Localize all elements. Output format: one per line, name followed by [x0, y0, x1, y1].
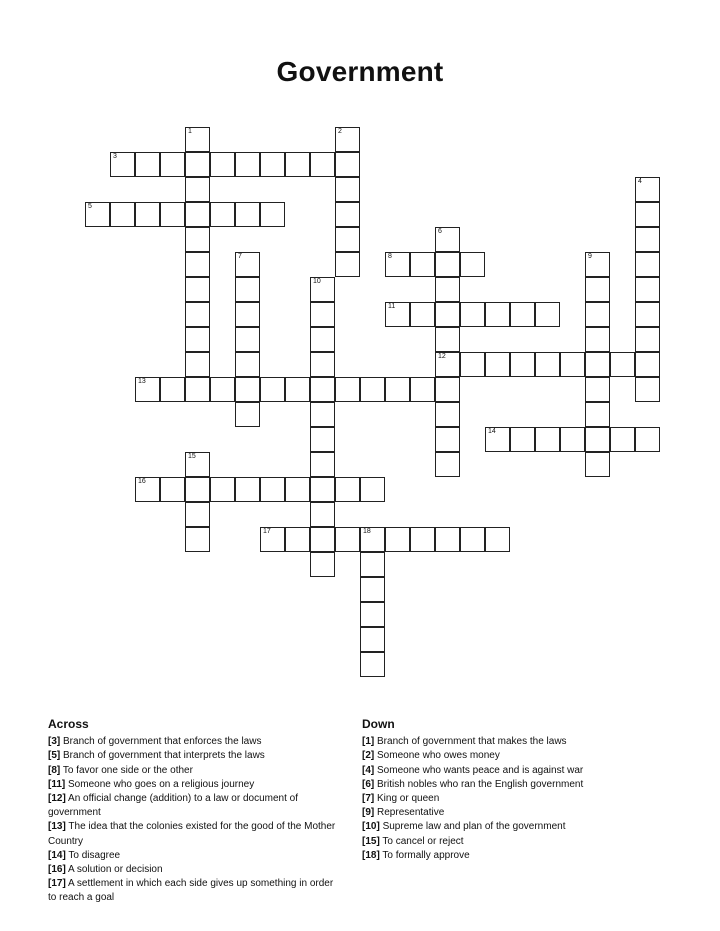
grid-cell[interactable] — [385, 252, 410, 277]
clue-text: Someone who wants peace and is against war — [377, 764, 584, 776]
grid-cell[interactable] — [235, 277, 260, 302]
grid-cell[interactable] — [410, 377, 435, 402]
clue-text: An official change (addition) to a law or document of government — [48, 793, 298, 819]
cell-number: 5 — [88, 203, 92, 210]
grid-cell[interactable] — [210, 477, 235, 502]
grid-cell[interactable] — [260, 202, 285, 227]
cell-number: 16 — [138, 478, 146, 485]
clue-item — [48, 764, 343, 778]
cell-number: 7 — [238, 253, 242, 260]
clue-number: [18] — [362, 849, 380, 861]
cell-number: 17 — [263, 528, 271, 535]
grid-cell[interactable] — [85, 202, 110, 227]
cell-number: 3 — [113, 153, 117, 160]
grid-cell[interactable] — [335, 127, 360, 152]
clue-number: [5] — [48, 750, 61, 762]
grid-cell[interactable] — [585, 327, 610, 352]
grid-cell[interactable] — [610, 427, 635, 452]
clue-item — [48, 792, 343, 820]
grid-cell[interactable] — [585, 302, 610, 327]
grid-cell[interactable] — [260, 152, 285, 177]
grid-cell[interactable] — [460, 252, 485, 277]
cell-number: 11 — [388, 303, 396, 310]
grid-cell[interactable] — [635, 302, 660, 327]
grid-cell[interactable] — [285, 152, 310, 177]
grid-cell[interactable] — [185, 152, 210, 177]
grid-cell[interactable] — [235, 352, 260, 377]
grid-cell[interactable] — [335, 377, 360, 402]
cell-number: 9 — [588, 253, 592, 260]
grid-cell[interactable] — [310, 302, 335, 327]
grid-cell[interactable] — [635, 277, 660, 302]
grid-cell[interactable] — [635, 227, 660, 252]
grid-cell[interactable] — [560, 352, 585, 377]
grid-cell[interactable] — [360, 652, 385, 677]
grid-cell[interactable] — [135, 377, 160, 402]
grid-cell[interactable] — [185, 202, 210, 227]
grid-cell[interactable] — [160, 377, 185, 402]
grid-cell[interactable] — [435, 327, 460, 352]
clue-text: To disagree — [68, 849, 121, 861]
grid-cell[interactable] — [610, 352, 635, 377]
grid-cell[interactable] — [435, 302, 460, 327]
grid-cell[interactable] — [435, 452, 460, 477]
grid-cell[interactable] — [210, 152, 235, 177]
grid-cell[interactable] — [135, 477, 160, 502]
grid-cell[interactable] — [635, 427, 660, 452]
down-clues — [362, 717, 662, 863]
clue-number: [4] — [362, 764, 375, 776]
grid-cell[interactable] — [310, 152, 335, 177]
grid-cell[interactable] — [385, 527, 410, 552]
grid-cell[interactable] — [235, 402, 260, 427]
down-clue-list — [362, 735, 662, 863]
clue-item — [362, 806, 662, 820]
cell-number: 18 — [363, 528, 371, 535]
grid-cell[interactable] — [110, 202, 135, 227]
grid-cell[interactable] — [185, 277, 210, 302]
grid-cell[interactable] — [335, 252, 360, 277]
clue-item — [48, 877, 343, 905]
grid-cell[interactable] — [535, 302, 560, 327]
grid-cell[interactable] — [435, 277, 460, 302]
cell-number: 13 — [138, 378, 146, 385]
grid-cell[interactable] — [335, 527, 360, 552]
clue-text: Representative — [377, 807, 445, 819]
grid-cell[interactable] — [635, 352, 660, 377]
grid-cell[interactable] — [310, 452, 335, 477]
grid-cell[interactable] — [435, 427, 460, 452]
clue-item — [48, 778, 343, 792]
grid-cell[interactable] — [360, 602, 385, 627]
clue-number: [3] — [48, 736, 61, 748]
cell-number: 2 — [338, 128, 342, 135]
grid-cell[interactable] — [510, 427, 535, 452]
clue-item — [362, 820, 662, 834]
grid-cell[interactable] — [235, 302, 260, 327]
clue-item — [362, 764, 662, 778]
clue-item — [48, 849, 343, 863]
clue-text: To favor one side or the other — [62, 764, 193, 776]
grid-cell[interactable] — [260, 527, 285, 552]
cell-number: 14 — [488, 428, 496, 435]
cell-number: 6 — [438, 228, 442, 235]
clue-item — [362, 778, 662, 792]
clue-item — [362, 749, 662, 763]
grid-cell[interactable] — [410, 302, 435, 327]
grid-cell[interactable] — [310, 502, 335, 527]
clue-text: Branch of government that interprets the laws — [63, 750, 265, 762]
grid-cell[interactable] — [485, 527, 510, 552]
grid-cell[interactable] — [335, 152, 360, 177]
clue-number: [15] — [362, 835, 380, 847]
grid-cell[interactable] — [485, 427, 510, 452]
grid-cell[interactable] — [185, 477, 210, 502]
clue-item — [362, 835, 662, 849]
grid-cell[interactable] — [185, 527, 210, 552]
grid-cell[interactable] — [585, 377, 610, 402]
clue-text: Branch of government that enforces the laws — [63, 736, 262, 748]
grid-cell[interactable] — [435, 252, 460, 277]
grid-cell[interactable] — [460, 527, 485, 552]
grid-cell[interactable] — [160, 202, 185, 227]
clue-text: A solution or decision — [68, 864, 163, 876]
grid-cell[interactable] — [435, 527, 460, 552]
clue-number: [1] — [362, 736, 375, 748]
grid-cell[interactable] — [560, 427, 585, 452]
grid-cell[interactable] — [235, 202, 260, 227]
grid-cell[interactable] — [310, 277, 335, 302]
grid-cell[interactable] — [210, 202, 235, 227]
grid-cell[interactable] — [435, 227, 460, 252]
grid-cell[interactable] — [310, 327, 335, 352]
clue-item — [362, 849, 662, 863]
cell-number: 12 — [438, 353, 446, 360]
cell-number: 8 — [388, 253, 392, 260]
clue-text: A settlement in which each side gives up something in order to reach a goal — [48, 878, 334, 904]
grid-cell[interactable] — [360, 627, 385, 652]
grid-cell[interactable] — [635, 177, 660, 202]
clue-item — [362, 735, 662, 749]
clue-text: Someone who owes money — [377, 750, 500, 762]
grid-cell[interactable] — [460, 352, 485, 377]
grid-cell[interactable] — [585, 352, 610, 377]
grid-cell[interactable] — [635, 252, 660, 277]
grid-cell[interactable] — [135, 202, 160, 227]
page-title: Government — [276, 56, 444, 87]
grid-cell[interactable] — [435, 352, 460, 377]
grid-cell[interactable] — [585, 402, 610, 427]
clue-number: [2] — [362, 750, 375, 762]
grid-cell[interactable] — [235, 252, 260, 277]
grid-cell[interactable] — [260, 377, 285, 402]
grid-cell[interactable] — [335, 177, 360, 202]
grid-cell[interactable] — [210, 377, 235, 402]
clue-item — [48, 749, 343, 763]
across-clue-list — [48, 735, 343, 905]
clue-text: The idea that the colonies existed for the good of the Mother Country — [48, 821, 336, 847]
grid-cell[interactable] — [485, 302, 510, 327]
clue-number: [16] — [48, 864, 66, 876]
grid-cell[interactable] — [510, 302, 535, 327]
grid-cell[interactable] — [360, 377, 385, 402]
clue-number: [13] — [48, 821, 66, 833]
grid-cell[interactable] — [635, 327, 660, 352]
clue-text: Supreme law and plan of the government — [382, 821, 566, 833]
clue-number: [8] — [48, 764, 61, 776]
clue-text: To formally approve — [382, 849, 470, 861]
grid-cell[interactable] — [260, 477, 285, 502]
grid-cell[interactable] — [585, 277, 610, 302]
grid-cell[interactable] — [360, 552, 385, 577]
grid-cell[interactable] — [535, 352, 560, 377]
clue-text: Someone who goes on a religious journey — [68, 778, 255, 790]
clue-number: [17] — [48, 878, 66, 890]
grid-cell[interactable] — [160, 152, 185, 177]
grid-cell[interactable] — [285, 477, 310, 502]
clue-number: [6] — [362, 778, 375, 790]
grid-cell[interactable] — [235, 477, 260, 502]
grid-cell[interactable] — [410, 527, 435, 552]
cell-number: 10 — [313, 278, 321, 285]
grid-cell[interactable] — [235, 377, 260, 402]
grid-cell[interactable] — [185, 227, 210, 252]
grid-cell[interactable] — [185, 302, 210, 327]
grid-cell[interactable] — [235, 152, 260, 177]
grid-cell[interactable] — [185, 352, 210, 377]
grid-cell[interactable] — [310, 552, 335, 577]
clue-text: Branch of government that makes the laws — [377, 736, 567, 748]
grid-cell[interactable] — [485, 352, 510, 377]
clue-text: British nobles who ran the English government — [377, 778, 584, 790]
grid-cell[interactable] — [335, 227, 360, 252]
grid-cell[interactable] — [535, 427, 560, 452]
grid-cell[interactable] — [385, 302, 410, 327]
grid-cell[interactable] — [185, 377, 210, 402]
grid-cell[interactable] — [335, 202, 360, 227]
clue-number: [7] — [362, 793, 375, 805]
grid-cell[interactable] — [585, 427, 610, 452]
grid-cell[interactable] — [385, 377, 410, 402]
grid-cell[interactable] — [635, 377, 660, 402]
grid-cell[interactable] — [235, 327, 260, 352]
grid-cell[interactable] — [135, 152, 160, 177]
clue-number: [11] — [48, 778, 66, 790]
cell-number: 15 — [188, 453, 196, 460]
grid-cell[interactable] — [185, 252, 210, 277]
grid-cell[interactable] — [160, 477, 185, 502]
across-clues — [48, 717, 343, 906]
grid-cell[interactable] — [460, 302, 485, 327]
grid-cell[interactable] — [185, 177, 210, 202]
grid-cell[interactable] — [510, 352, 535, 377]
grid-cell[interactable] — [635, 202, 660, 227]
clue-item — [48, 863, 343, 877]
clue-number: [12] — [48, 793, 66, 805]
across-heading: Across — [48, 717, 89, 731]
grid-cell[interactable] — [310, 402, 335, 427]
grid-cell[interactable] — [435, 402, 460, 427]
grid-cell[interactable] — [185, 502, 210, 527]
grid-cell[interactable] — [585, 452, 610, 477]
grid-cell[interactable] — [285, 377, 310, 402]
grid-cell[interactable] — [310, 427, 335, 452]
clue-item — [48, 735, 343, 749]
grid-cell[interactable] — [435, 377, 460, 402]
grid-cell[interactable] — [585, 252, 610, 277]
grid-cell[interactable] — [310, 477, 335, 502]
grid-cell[interactable] — [310, 527, 335, 552]
clue-item — [48, 820, 343, 848]
clue-item — [362, 792, 662, 806]
clue-number: [14] — [48, 849, 66, 861]
grid-cell[interactable] — [310, 377, 335, 402]
grid-cell[interactable] — [110, 152, 135, 177]
clue-text: King or queen — [377, 793, 440, 805]
cell-number: 1 — [188, 128, 192, 135]
grid-cell[interactable] — [360, 577, 385, 602]
clue-number: [9] — [362, 807, 375, 819]
grid-cell[interactable] — [310, 352, 335, 377]
grid-cell[interactable] — [360, 527, 385, 552]
clue-text: To cancel or reject — [382, 835, 464, 847]
down-heading: Down — [362, 717, 395, 731]
grid-cell[interactable] — [410, 252, 435, 277]
grid-cell[interactable] — [185, 127, 210, 152]
grid-cell[interactable] — [185, 452, 210, 477]
grid-cell[interactable] — [335, 477, 360, 502]
grid-cell[interactable] — [360, 477, 385, 502]
grid-cell[interactable] — [185, 327, 210, 352]
cell-number: 4 — [638, 178, 642, 185]
clue-number: [10] — [362, 821, 380, 833]
grid-cell[interactable] — [285, 527, 310, 552]
